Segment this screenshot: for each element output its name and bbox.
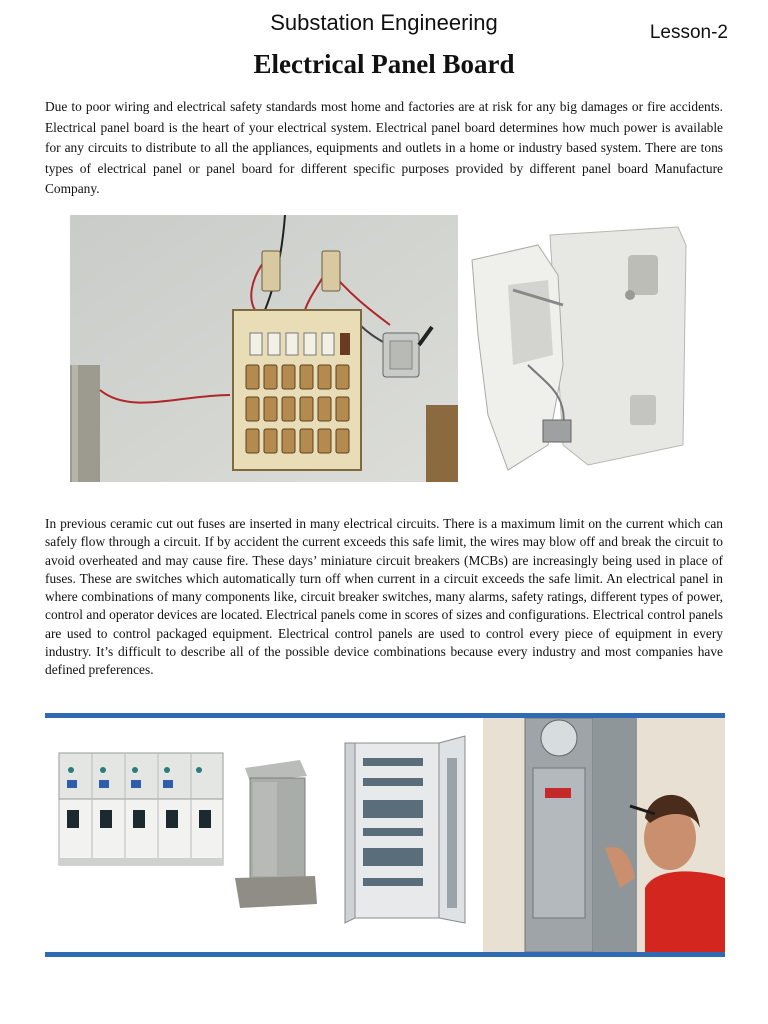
ceramic-fuse-photo	[468, 215, 694, 482]
wall-fuse-board-photo	[70, 215, 458, 482]
fuses-paragraph: In previous ceramic cut out fuses are inserted in many electrical circuits. There is a maximum limit on the current which can safely flow through a circuit. If by accident the current exceeds this safe limit, the wires may blow off and break the circuit to avoid overheated and may cause fire. These days’ miniature circuit breakers (MCBs) are increasingly being used in place of fuses. These are switches which automatically turn off when current in a circuit exceeds the safe limit. An electrical panel in where combinations of many components like, circuit breaker switches, many alarms, safety ratings, different types of power, control and operator devices are located. Electrical panels come in scores of sizes and configurations. Electrical control panels are used to control packaged equipment. Electrical control panels are used to control every piece of equipment in every industry. It’s difficult to describe all of the possible device combinations because every industry and most companies have defined preferences.	[45, 516, 723, 678]
intro-paragraph: Due to poor wiring and electrical safety standards most home and factories are at risk for any big damages or fire accidents. Electrical panel board is the heart of your electrical system. Electrical panel board determines how much power is available for any circuits to distribute to all the appliances, equipments and outlets in a home or industry based system. There are tons types of electrical panel or panel board for different specific purposes provided by different panel board Manufacture Company.	[45, 99, 723, 197]
lesson-label: Lesson-2	[649, 22, 728, 43]
panel-photos-strip	[45, 713, 725, 957]
switchgear-lineup-photo	[59, 753, 223, 865]
course-title: Substation Engineering	[270, 10, 498, 35]
electrician-photo	[483, 718, 725, 952]
page-header	[0, 8, 768, 42]
control-cabinet-photo	[345, 736, 465, 923]
page-title: Electrical Panel Board	[253, 49, 515, 79]
